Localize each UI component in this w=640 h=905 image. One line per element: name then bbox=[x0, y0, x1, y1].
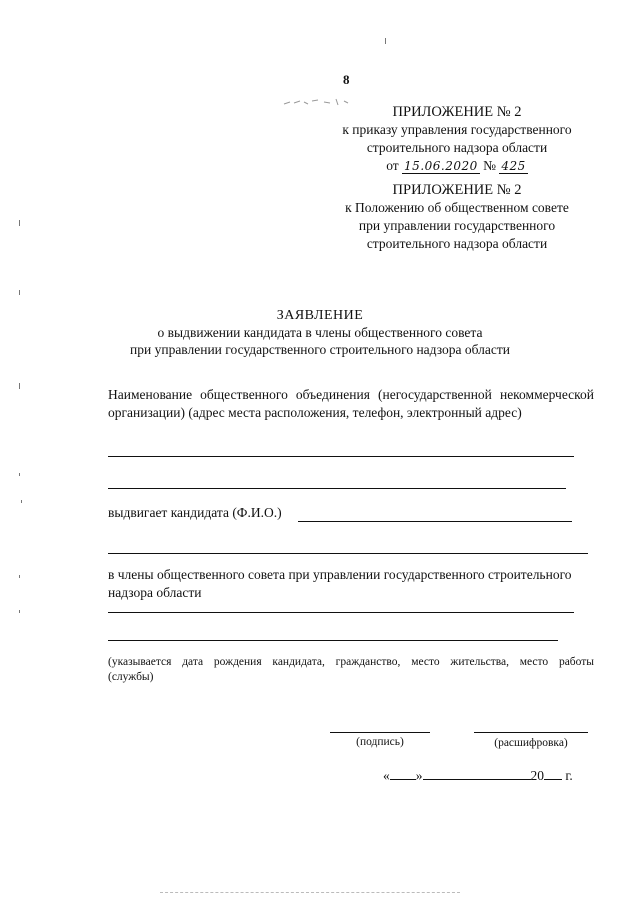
scan-speck bbox=[19, 575, 20, 578]
appendix-regulation bbox=[326, 181, 588, 253]
fill-line-4 bbox=[108, 612, 574, 613]
year-blank[interactable] bbox=[544, 767, 562, 780]
title-line2: о выдвижении кандидата в члены общественного совета bbox=[157, 325, 483, 340]
scan-speck bbox=[21, 500, 22, 503]
scan-speck bbox=[385, 38, 386, 44]
scan-bottom-edge bbox=[160, 892, 460, 893]
fill-line-2 bbox=[108, 488, 566, 489]
fill-line-3 bbox=[108, 553, 588, 554]
appendix-regulation-heading: ПРИЛОЖЕНИЕ № 2 bbox=[392, 182, 522, 198]
year-suffix: г. bbox=[565, 768, 573, 783]
scan-speck bbox=[19, 610, 20, 613]
scan-speck bbox=[19, 290, 20, 295]
appendix-order-date-row bbox=[326, 157, 588, 175]
date-open-quote: « bbox=[383, 768, 390, 783]
title-line3: при управлении государственного строительного надзора области bbox=[130, 342, 510, 357]
date-close-quote: » bbox=[415, 768, 423, 783]
candidate-name-line[interactable] bbox=[298, 521, 572, 522]
day-blank[interactable] bbox=[390, 767, 416, 780]
number-label: № bbox=[483, 158, 497, 173]
council-text: в члены общественного совета при управлении государственного строительного надзора области bbox=[108, 567, 572, 600]
scan-speck bbox=[19, 383, 20, 389]
handwritten-date: 15.06.2020 bbox=[404, 159, 478, 173]
appendix-regulation-line3: строительного надзора области bbox=[366, 236, 548, 251]
nominates-label: выдвигает кандидата (Ф.И.О.) bbox=[108, 505, 282, 520]
decode-label: (расшифровка) bbox=[494, 737, 568, 749]
year-prefix: 20 bbox=[530, 768, 544, 783]
appendix-order-line1: к приказу управления государственного bbox=[342, 122, 572, 137]
organization-text: Наименование общественного объединения (негосударственной некоммерческой организации) (адрес места расположения, телефон, электронный адрес) bbox=[108, 387, 594, 420]
from-label: от bbox=[386, 158, 399, 173]
scan-speck bbox=[19, 220, 20, 226]
title-main: ЗАЯВЛЕНИЕ bbox=[276, 308, 364, 323]
month-blank[interactable] bbox=[423, 767, 531, 780]
fill-line-1 bbox=[108, 456, 574, 457]
appendix-regulation-line2: при управлении государственного bbox=[358, 218, 556, 233]
appendix-order-line2: строительного надзора области bbox=[366, 140, 548, 155]
appendix-order bbox=[326, 103, 588, 175]
date-line bbox=[383, 767, 573, 784]
signature-line[interactable] bbox=[330, 732, 430, 733]
page-number: 8 bbox=[343, 72, 350, 87]
scan-speck bbox=[19, 473, 20, 476]
candidate-details-note: (указывается дата рождения кандидата, гражданство, место жительства, место работы (службы) bbox=[108, 656, 594, 683]
appendix-order-heading: ПРИЛОЖЕНИЕ № 2 bbox=[392, 104, 522, 120]
decode-line[interactable] bbox=[474, 732, 588, 733]
handwritten-number: 425 bbox=[501, 159, 526, 173]
appendix-regulation-line1: к Положению об общественном совете bbox=[345, 200, 569, 215]
fill-line-5 bbox=[108, 640, 558, 641]
document-title bbox=[100, 307, 540, 358]
signature-label: (подпись) bbox=[356, 736, 404, 748]
